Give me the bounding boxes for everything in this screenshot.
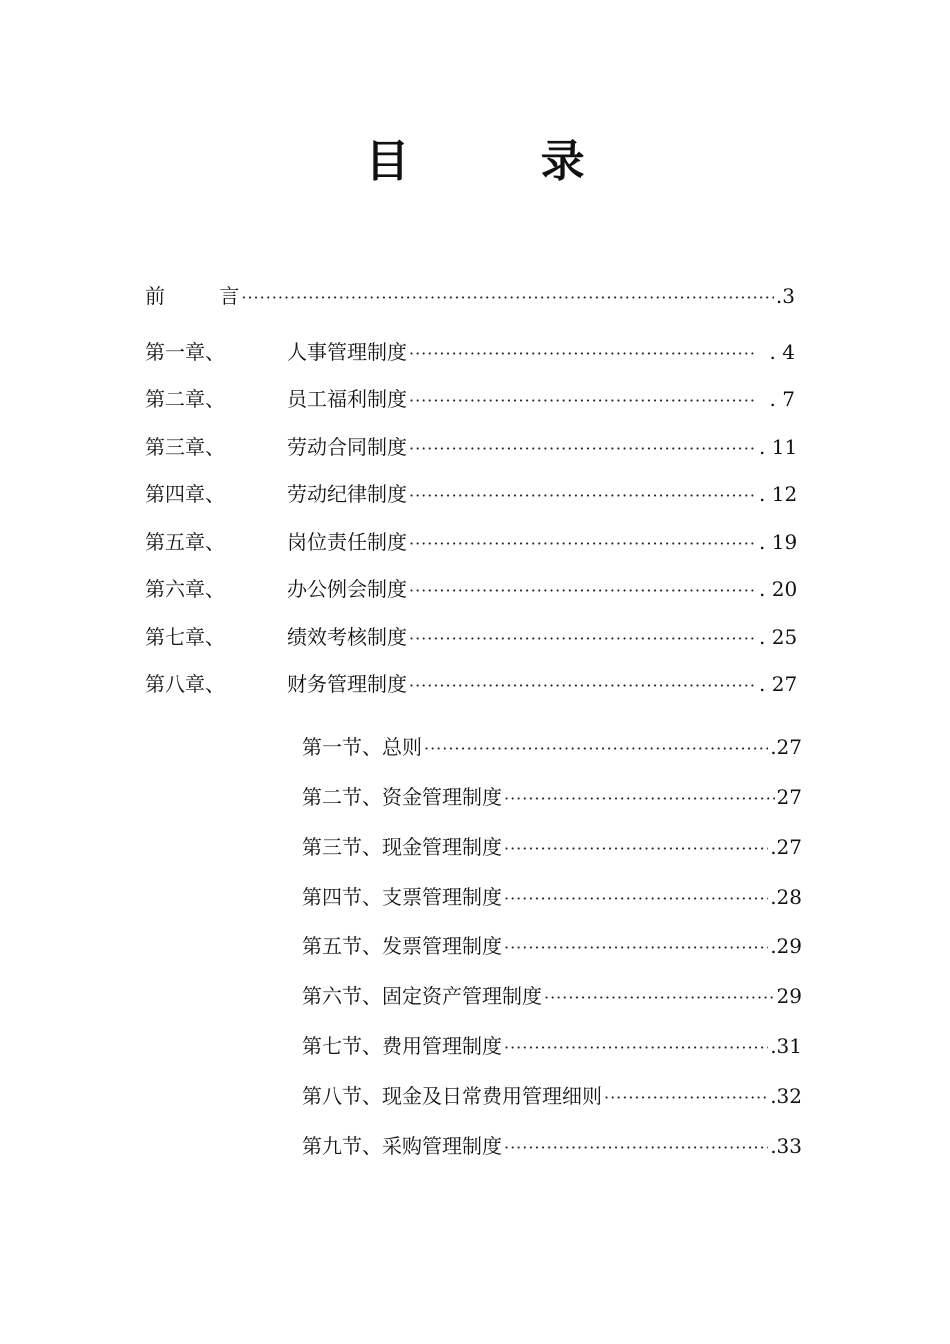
toc-entry-preface[interactable] [145, 282, 795, 310]
toc-chapter-entry[interactable] [145, 670, 798, 698]
toc-leader-dots [409, 534, 757, 554]
toc-section-entry[interactable] [302, 982, 802, 1010]
toc-page-number: .27 [770, 835, 802, 859]
toc-section-title: 第二节、资金管理制度 [302, 785, 502, 809]
toc-leader-dots [504, 1138, 768, 1158]
toc-chapter-title: 员工福利制度 [287, 387, 407, 411]
toc-page-number: .32 [770, 1084, 802, 1108]
toc-chapter-entry[interactable] [145, 528, 798, 556]
toc-section-entry[interactable] [302, 1032, 802, 1060]
toc-chapter-entry[interactable] [145, 433, 798, 461]
toc-leader-dots [241, 288, 774, 308]
toc-chapter-number: 第五章、 [145, 530, 225, 554]
toc-section-title: 第六节、固定资产管理制度 [302, 984, 542, 1008]
toc-section-entry[interactable] [302, 883, 802, 911]
toc-page-number: 29 [776, 984, 802, 1008]
toc-leader-dots [409, 486, 757, 506]
toc-page-number: . 11 [759, 435, 798, 459]
toc-leader-dots [604, 1088, 768, 1108]
toc-leader-dots [504, 938, 768, 958]
toc-preface-label: 前 言 [145, 284, 264, 308]
toc-section-entry[interactable] [302, 932, 802, 960]
toc-page-number: . 4 [769, 340, 795, 364]
toc-leader-dots [409, 344, 757, 364]
toc-chapter-title: 绩效考核制度 [287, 625, 407, 649]
toc-leader-dots [424, 739, 768, 759]
toc-page-number: 27 [776, 785, 802, 809]
toc-leader-dots [409, 391, 757, 411]
toc-page-number: .3 [775, 284, 795, 308]
toc-chapter-entry[interactable] [145, 623, 798, 651]
toc-chapter-number: 第八章、 [145, 672, 225, 696]
toc-page-number: . 7 [769, 387, 795, 411]
toc-chapter-entry[interactable] [145, 338, 795, 366]
toc-leader-dots [409, 676, 757, 696]
toc-chapter-title: 劳动合同制度 [287, 435, 407, 459]
toc-leader-dots [409, 439, 757, 459]
toc-section-title: 第四节、支票管理制度 [302, 885, 502, 909]
toc-section-title: 第七节、费用管理制度 [302, 1034, 502, 1058]
toc-section-entry[interactable] [302, 1132, 802, 1160]
toc-page-number: . 27 [759, 672, 798, 696]
toc-chapter-title: 办公例会制度 [287, 577, 407, 601]
toc-section-entry[interactable] [302, 833, 802, 861]
toc-leader-dots [409, 629, 757, 649]
toc-section-title: 第三节、现金管理制度 [302, 835, 502, 859]
toc-page-number: .31 [770, 1034, 802, 1058]
toc-chapter-entry[interactable] [145, 385, 795, 413]
toc-section-title: 第九节、采购管理制度 [302, 1134, 502, 1158]
toc-leader-dots [504, 1038, 768, 1058]
toc-chapter-title: 财务管理制度 [287, 672, 407, 696]
toc-section-entry[interactable] [302, 1082, 802, 1110]
toc-page-number: .33 [770, 1134, 802, 1158]
toc-chapter-number: 第二章、 [145, 387, 225, 411]
page-title: 目 录 [365, 136, 643, 187]
toc-page-number: . 25 [759, 625, 798, 649]
toc-chapter-entry[interactable] [145, 575, 798, 603]
toc-page-number: . 20 [759, 577, 798, 601]
toc-page-number: .27 [770, 735, 802, 759]
toc-chapter-title: 人事管理制度 [287, 340, 407, 364]
toc-leader-dots [409, 581, 757, 601]
toc-page-number: . 19 [759, 530, 798, 554]
toc-page-number: . 12 [759, 482, 798, 506]
toc-page-number: .29 [770, 934, 802, 958]
toc-chapter-number: 第一章、 [145, 340, 225, 364]
toc-section-title: 第八节、现金及日常费用管理细则 [302, 1084, 602, 1108]
toc-leader-dots [544, 988, 775, 1008]
toc-leader-dots [504, 839, 768, 859]
toc-leader-dots [504, 789, 775, 809]
toc-leader-dots [504, 889, 768, 909]
toc-section-entry[interactable] [302, 733, 802, 761]
toc-section-title: 第五节、发票管理制度 [302, 934, 502, 958]
toc-chapter-number: 第六章、 [145, 577, 225, 601]
toc-section-entry[interactable] [302, 783, 802, 811]
toc-chapter-title: 劳动纪律制度 [287, 482, 407, 506]
toc-chapter-number: 第七章、 [145, 625, 225, 649]
toc-chapter-number: 第四章、 [145, 482, 225, 506]
toc-chapter-number: 第三章、 [145, 435, 225, 459]
toc-section-title: 第一节、总则 [302, 735, 422, 759]
toc-chapter-entry[interactable] [145, 480, 798, 508]
toc-chapter-title: 岗位责任制度 [287, 530, 407, 554]
toc-page-number: .28 [770, 885, 802, 909]
